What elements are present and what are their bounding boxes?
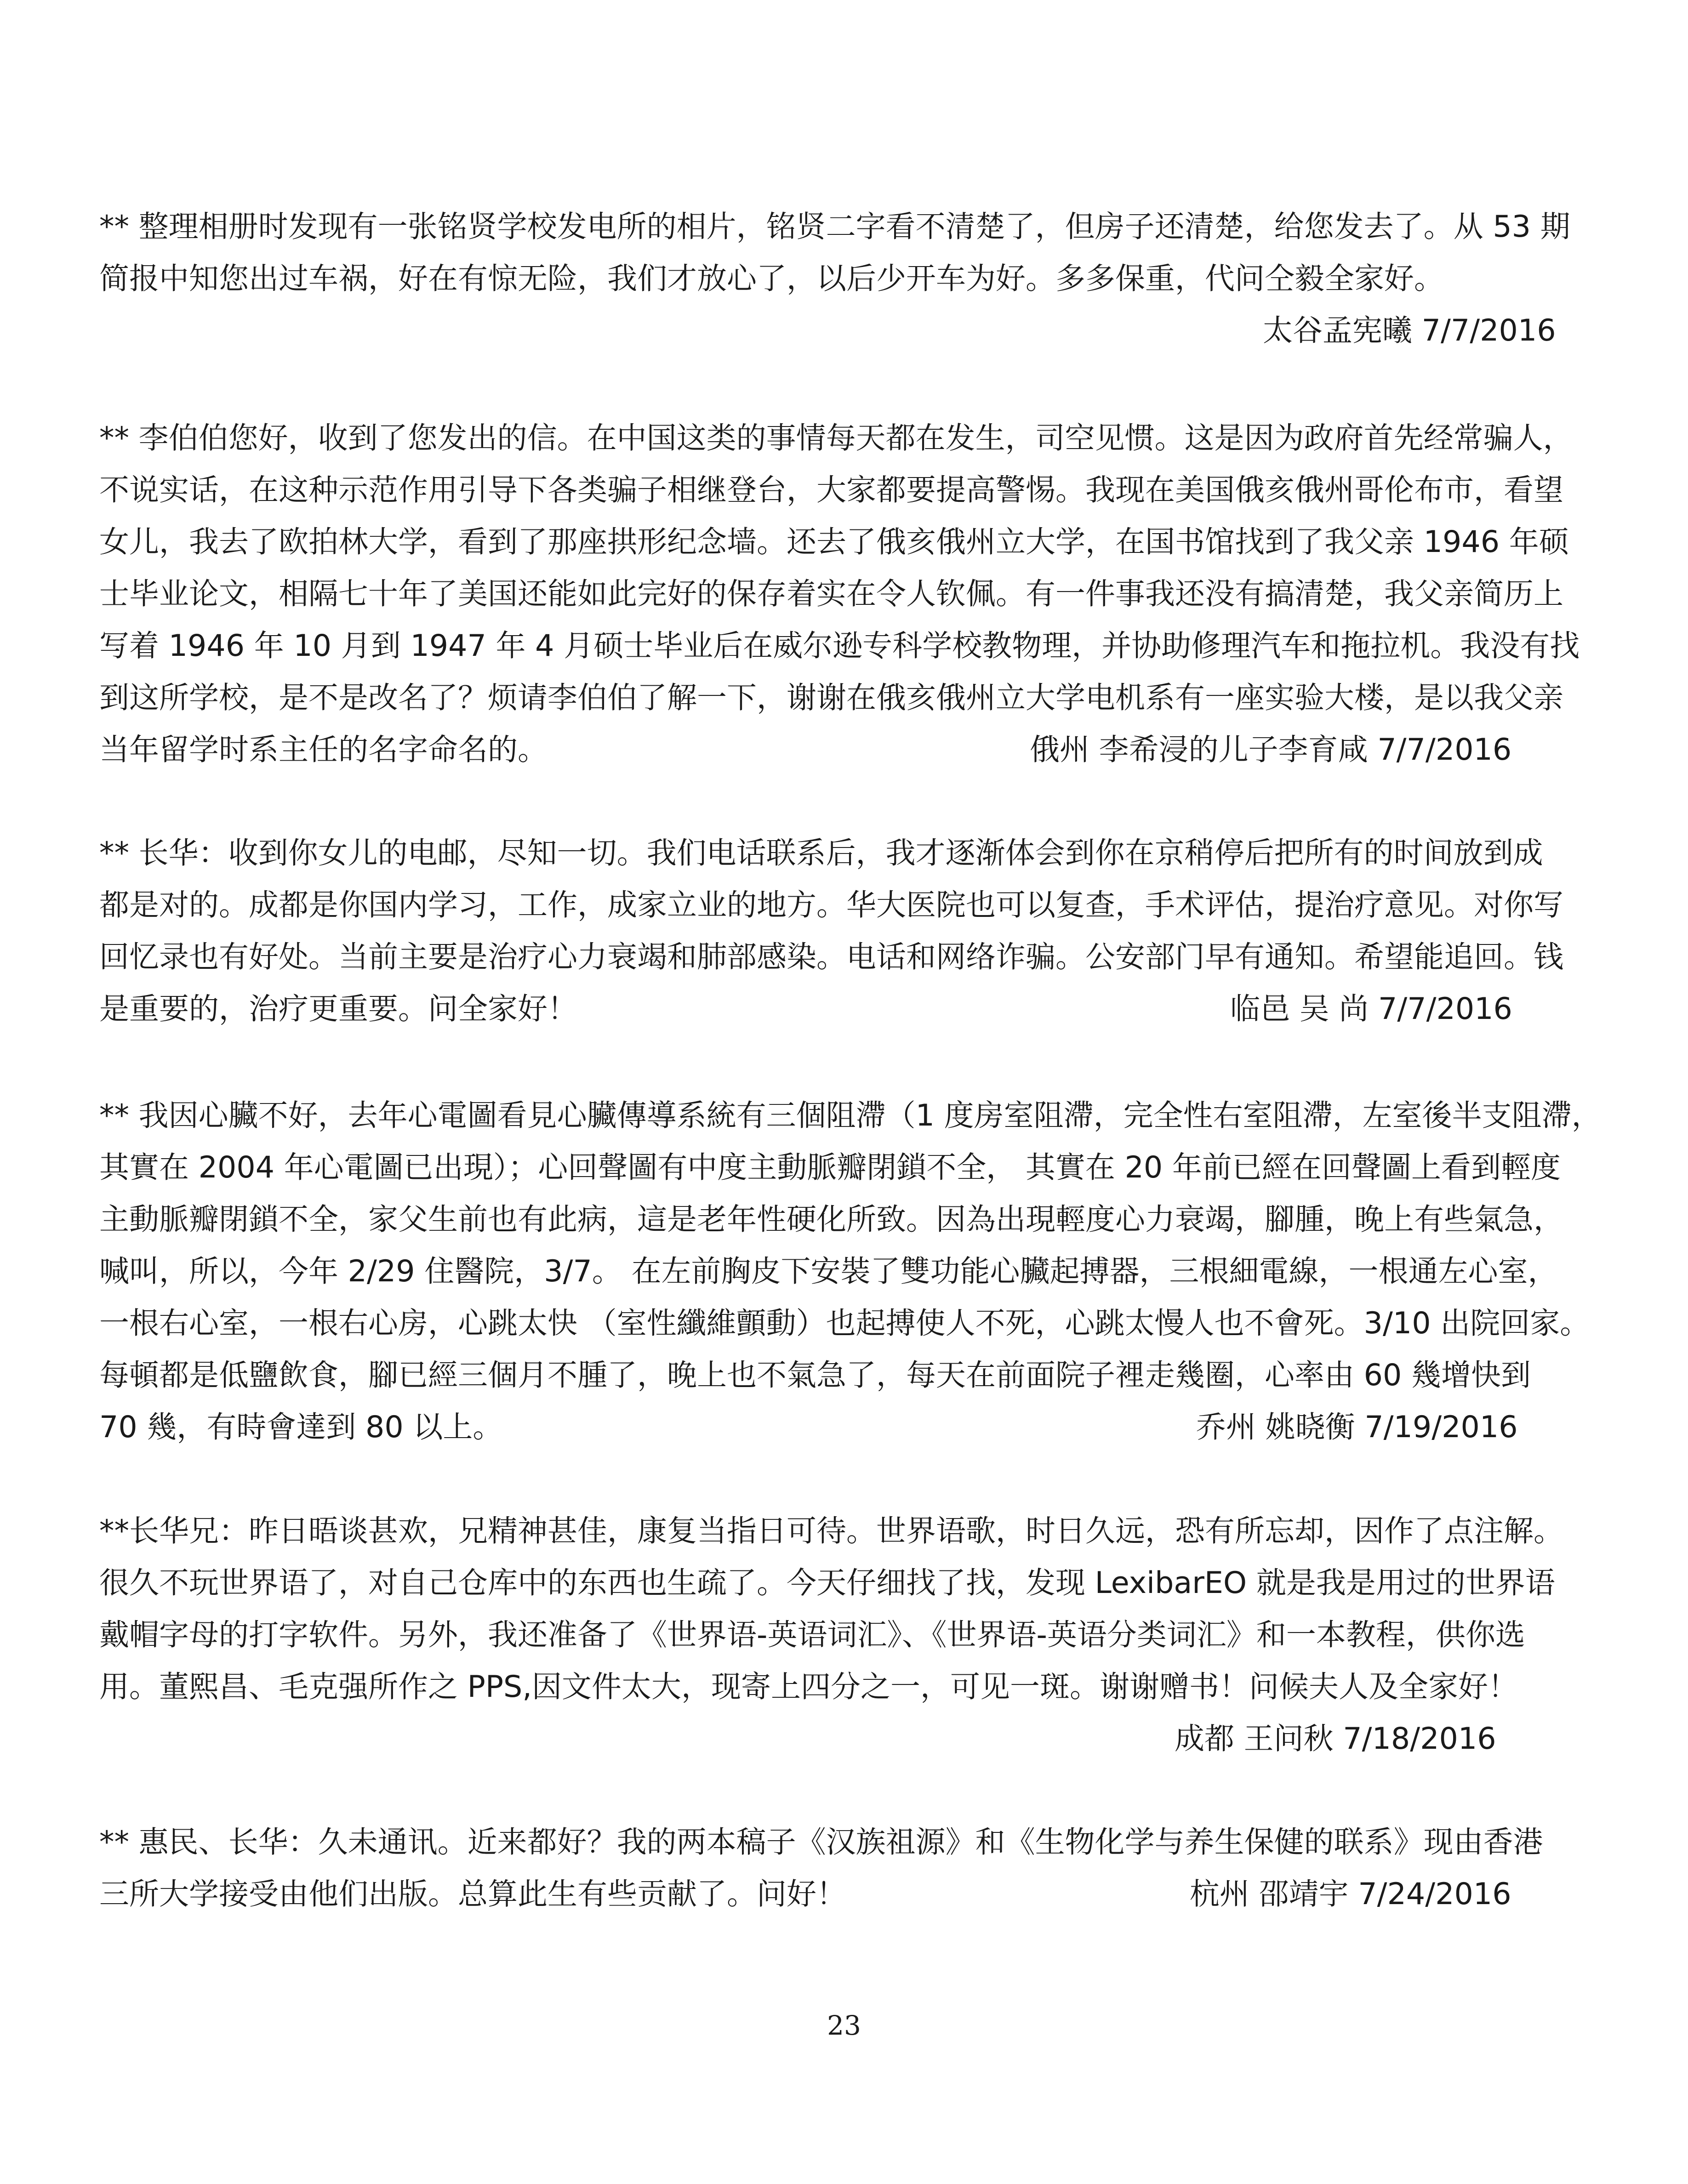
entry-5-line-2: 很久不玩世界语了，对自己仓库中的东西也生疏了。今天仔细找了找，发现 LexibarEO 就是我是用过的世界语 xyxy=(99,1566,1555,1600)
entry-6-line-1: ** 惠民、长华：久未通讯。近来都好？我的两本稿子《汉族祖源》和《生物化学与养生保健的联系》现由香港 xyxy=(99,1825,1543,1860)
entry-4-line-6: 每頓都是低鹽飲食，腳已經三個月不腫了，晚上也不氣急了，每天在前面院子裡走幾圈，心率由 60 幾增快到 xyxy=(99,1358,1531,1393)
entry-3-line-3: 回忆录也有好处。当前主要是治疗心力衰竭和肺部感染。电话和网络诈骗。公安部门早有通知。希望能追回。钱 xyxy=(99,940,1564,974)
entry-4-line-2: 其實在 2004 年心電圖已出現）；心回聲圖有中度主動脈瓣閉鎖不全， 其實在 20 年前已經在回聲圖上看到輕度 xyxy=(99,1150,1561,1185)
entry-2-line-5: 写着 1946 年 10 月到 1947 年 4 月硕士毕业后在威尔逊专科学校教物理，并协助修理汽车和拖拉机。我没有找 xyxy=(99,629,1580,663)
entry-6-signature: 杭州 邵靖宇 7/24/2016 xyxy=(1190,1877,1511,1911)
entry-1-line-1: ** 整理相册时发现有一张铭贤学校发电所的相片，铭贤二字看不清楚了，但房子还清楚，给您发去了。从 53 期 xyxy=(99,210,1570,244)
entry-4-line-3: 主動脈瓣閉鎖不全，家父生前也有此病，這是老年性硬化所致。因為出現輕度心力衰竭，腳腫，晚上有些氣急， xyxy=(99,1202,1564,1237)
entry-6-line-2: 三所大学接受由他们出版。总算此生有些贡献了。问好！ xyxy=(99,1877,847,1911)
entry-3-signature: 临邑 吴 尚 7/7/2016 xyxy=(1230,992,1512,1026)
page-number: 23 xyxy=(827,2010,861,2041)
entry-5-line-3: 戴帽字母的打字软件。另外，我还准备了《世界语-英语词汇》、《世界语-英语分类词汇》和一本教程，供你选 xyxy=(99,1618,1525,1652)
entry-3-line-1: ** 长华：收到你女儿的电邮，尽知一切。我们电话联系后，我才逐渐体会到你在京稍停后把所有的时间放到成 xyxy=(99,836,1543,870)
entry-2-line-4: 士毕业论文，相隔七十年了美国还能如此完好的保存着实在令人钦佩。有一件事我还没有搞清楚，我父亲简历上 xyxy=(99,577,1564,611)
entry-2-line-2: 不说实话，在这种示范作用引导下各类骗子相继登台，大家都要提高警惕。我现在美国俄亥俄州哥伦布市，看望 xyxy=(99,473,1564,507)
entry-4-signature: 乔州 姚晓衡 7/19/2016 xyxy=(1196,1410,1518,1445)
entry-3-line-4: 是重要的，治疗更重要。问全家好！ xyxy=(99,992,578,1026)
entry-4-line-5: 一根右心室，一根右心房，心跳太快 （室性纖維顫動）也起搏使人不死，心跳太慢人也不會死。3/10 出院回家。 xyxy=(99,1306,1590,1341)
entry-1-line-2: 简报中知您出过车祸，好在有惊无险，我们才放心了，以后少开车为好。多多保重，代问仝毅全家好。 xyxy=(99,262,1444,296)
entry-1-signature: 太谷孟宪曦 7/7/2016 xyxy=(1263,313,1556,348)
entry-2-line-3: 女儿，我去了欧拍林大学，看到了那座拱形纪念墙。还去了俄亥俄州立大学，在国书馆找到了我父亲 1946 年硕 xyxy=(99,525,1569,559)
entry-5-signature: 成都 王问秋 7/18/2016 xyxy=(1175,1722,1496,1756)
entry-4-line-4: 喊叫，所以，今年 2/29 住醫院，3/7。 在左前胸皮下安裝了雙功能心臟起搏器，三根細電線，一根通左心室， xyxy=(99,1254,1558,1289)
entry-5-line-1: **长华兄：昨日晤谈甚欢，兄精神甚佳，康复当指日可待。世界语歌，时日久远，恐有所忘却，因作了点注解。 xyxy=(99,1514,1564,1548)
entry-4-line-7: 70 幾，有時會達到 80 以上。 xyxy=(99,1410,503,1445)
entry-2-line-6: 到这所学校，是不是改名了？烦请李伯伯了解一下，谢谢在俄亥俄州立大学电机系有一座实验大楼，是以我父亲 xyxy=(99,681,1564,715)
entry-3-line-2: 都是对的。成都是你国内学习，工作，成家立业的地方。华大医院也可以复查，手术评估，提治疗意见。对你写 xyxy=(99,888,1564,922)
entry-2-signature: 俄州 李希浸的儿子李育咸 7/7/2016 xyxy=(1030,733,1512,767)
entry-4-line-1: ** 我因心臟不好，去年心電圖看見心臟傳導系統有三個阻滯（1 度房室阻滯，完全性右室阻滯，左室後半支阻滯， xyxy=(99,1098,1602,1133)
entry-2-line-1: ** 李伯伯您好，收到了您发出的信。在中国这类的事情每天都在发生，司空见惯。这是因为政府首先经常骗人， xyxy=(99,421,1573,455)
entry-2-line-7: 当年留学时系主任的名字命名的。 xyxy=(99,733,548,767)
entry-5-line-4: 用。董熙昌、毛克强所作之 PPS,因文件太大，现寄上四分之一，可见一斑。谢谢赠书！问候夫人及全家好！ xyxy=(99,1670,1518,1704)
